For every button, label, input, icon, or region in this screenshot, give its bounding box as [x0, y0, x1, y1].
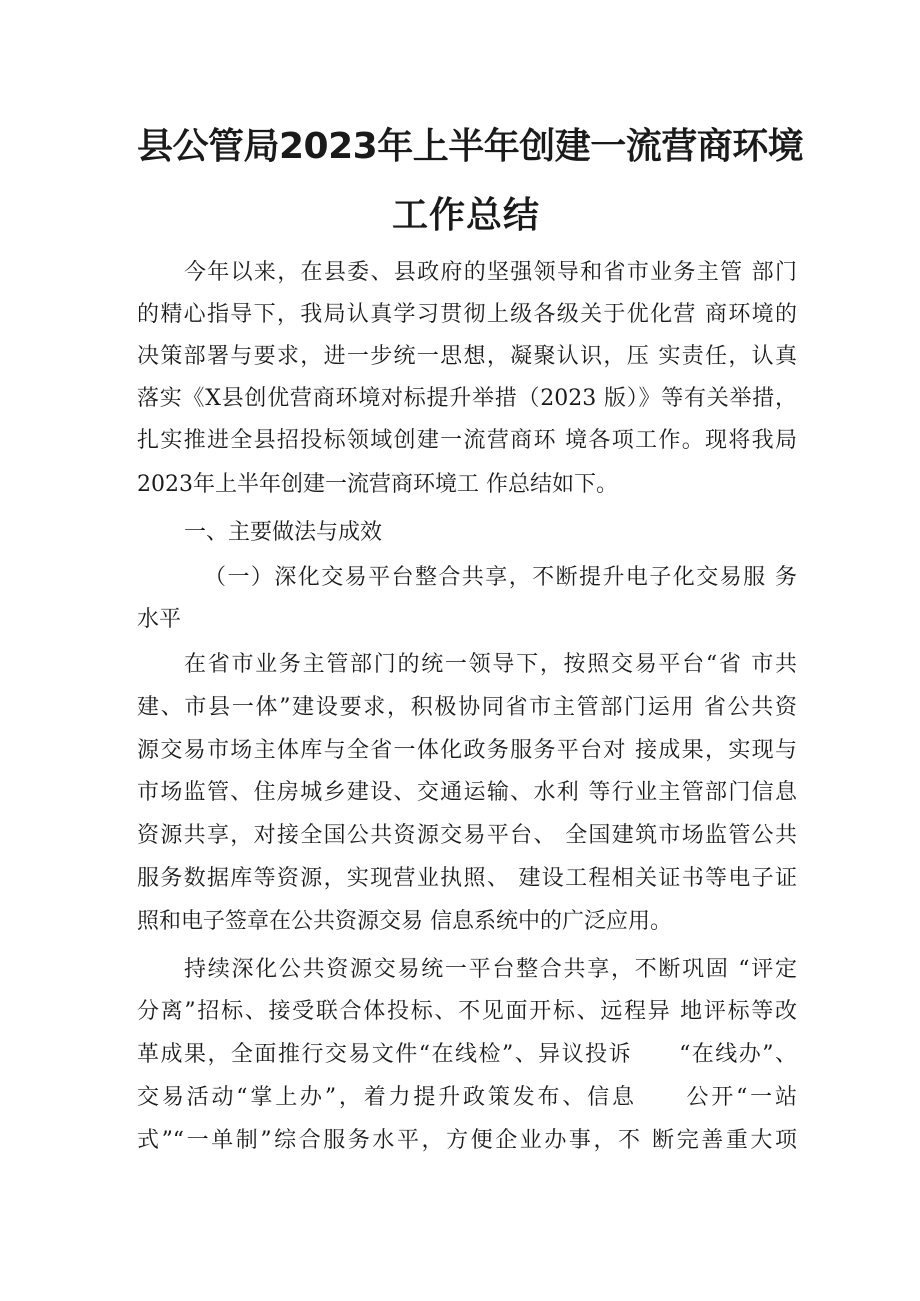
- paragraph-2-line-3: 源交易市场主体库与全省一体化政务服务平台对 接成果，实现与: [137, 738, 797, 763]
- paragraph-1-line-2: 的精心指导下，我局认真学习贯彻上级各级关于优化营 商环境的: [137, 302, 797, 327]
- paragraph-2-line-1: 在省市业务主管部门的统一领导下，按照交易平台“省 市共: [184, 652, 797, 677]
- subsection-heading-line-1: （一）深化交易平台整合共享，不断提升电子化交易服 务: [204, 565, 797, 590]
- subsection-heading-line-2: 水平: [137, 607, 182, 632]
- paragraph-3-line-3: 革成果，全面推行交易文件“在线检”、异议投诉 “在线办”、: [137, 1042, 797, 1067]
- paragraph-3-line-1: 持续深化公共资源交易统一平台整合共享，不断巩固 “评定: [184, 957, 797, 982]
- paragraph-1-line-3: 决策部署与要求，进一步统一思想，凝聚认识，压 实责任，认真: [137, 344, 797, 369]
- paragraph-1-line-4: 落实《X县创优营商环境对标提升举措（2023 版）》等有关举措，: [137, 386, 797, 411]
- paragraph-2-line-2: 建、市县一体”建设要求，积极协同省市主管部门运用 省公共资: [137, 695, 797, 720]
- paragraph-2-line-6: 服务数据库等资源，实现营业执照、 建设工程相关证书等电子证: [137, 866, 797, 891]
- document-title-line-2: 工作总结: [392, 195, 541, 236]
- paragraph-2-line-7: 照和电子签章在公共资源交易 信息系统中的广泛应用。: [137, 909, 672, 934]
- section-heading: 一、主要做法与成效: [184, 520, 383, 545]
- document-title-line-1: 县公管局2023年上半年创建一流营商环境: [137, 126, 804, 167]
- paragraph-3-line-2: 分离”招标、接受联合体投标、不见面开标、远程异 地评标等改: [137, 999, 797, 1024]
- paragraph-1-line-6: 2023年上半年创建一流营商环境工 作总结如下。: [137, 472, 618, 497]
- paragraph-2-line-4: 市场监管、住房城乡建设、交通运输、水利 等行业主管部门信息: [137, 780, 797, 805]
- paragraph-3-line-4: 交易活动“掌上办”，着力提升政策发布、信息 公开“一站: [137, 1085, 797, 1110]
- paragraph-2-line-5: 资源共享，对接全国公共资源交易平台、 全国建筑市场监管公共: [137, 823, 797, 848]
- paragraph-1-line-5: 扎实推进全县招投标领域创建一流营商环 境各项工作。现将我局: [137, 428, 797, 453]
- paragraph-3-line-5: 式”“一单制”综合服务水平，方便企业办事，不 断完善重大项: [137, 1128, 797, 1153]
- paragraph-1-line-1: 今年以来，在县委、县政府的坚强领导和省市业务主管 部门: [184, 260, 797, 285]
